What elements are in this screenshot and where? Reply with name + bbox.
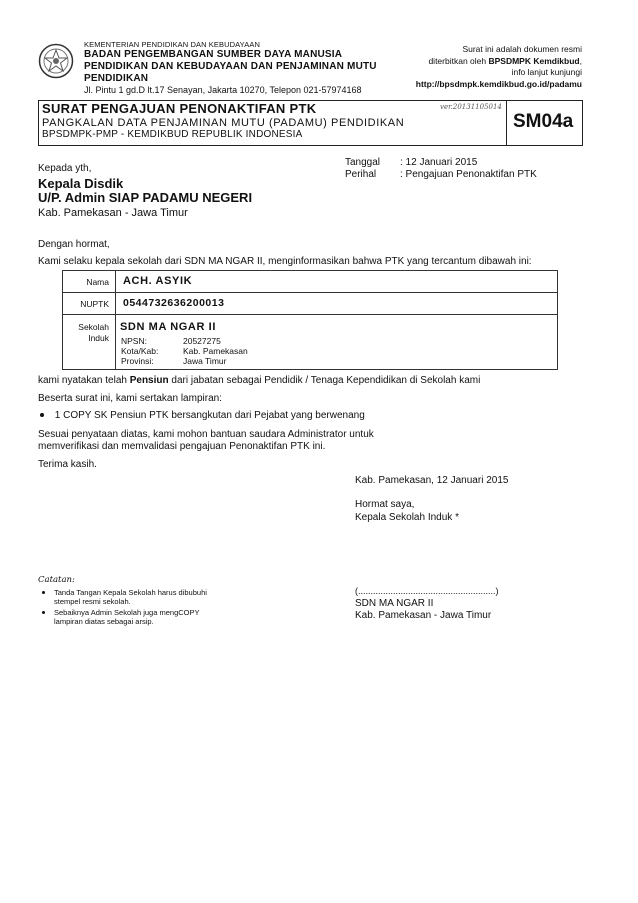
subject-value: : Pengajuan Penonaktifan PTK bbox=[400, 169, 537, 180]
form-organization: BPSDMPK-PMP - KEMDIKBUD REPUBLIK INDONESIA bbox=[42, 129, 303, 140]
ptk-name: ACH. ASYIK bbox=[123, 275, 193, 287]
bullet-icon bbox=[42, 611, 45, 614]
request-line: memverifikasi dan memvalidasi pengajuan Penonaktifan PTK ini. bbox=[38, 441, 326, 452]
signature-regards: Hormat saya, bbox=[355, 499, 415, 510]
website-link[interactable]: http://bpsdmpk.kemdikbud.go.id/padamu bbox=[415, 78, 582, 89]
attachment-intro: Beserta surat ini, kami sertakan lampiran: bbox=[38, 393, 222, 404]
school-label-line: Induk bbox=[88, 333, 109, 343]
request-line: Sesuai penyataan diatas, kami mohon bantuan saudara Administrator untuk bbox=[38, 429, 374, 440]
npsn-value: 20527275 bbox=[183, 336, 221, 346]
city-value: Kab. Pamekasan bbox=[183, 346, 248, 356]
agency-name bbox=[84, 49, 384, 85]
ministry-name: KEMENTERIAN PENDIDIKAN DAN KEBUDAYAAN bbox=[84, 40, 260, 49]
province-value: Jawa Timur bbox=[183, 356, 227, 366]
ptk-table bbox=[62, 270, 558, 370]
school-label bbox=[63, 322, 109, 344]
form-subtitle: PANGKALAN DATA PENJAMINAN MUTU (PADAMU) PENDIDIKAN bbox=[42, 117, 405, 129]
signature-role: Kepala Sekolah Induk * bbox=[355, 512, 459, 523]
note-line: diterbitkan oleh BPSDMPK Kemdikbud, bbox=[428, 55, 582, 66]
recipient-location: Kab. Pamekasan - Jawa Timur bbox=[38, 207, 188, 219]
school-label-line: Sekolah bbox=[78, 322, 109, 332]
name-label: Nama bbox=[86, 277, 109, 287]
school-name: SDN MA NGAR II bbox=[120, 321, 216, 333]
bullet-icon bbox=[40, 413, 44, 417]
bullet-icon bbox=[42, 591, 45, 594]
province-label: Provinsi: bbox=[121, 356, 154, 366]
note-item: Sebaiknya Admin Sekolah juga mengCOPY lampiran diatas sebagai arsip. bbox=[42, 608, 200, 626]
greeting: Dengan hormat, bbox=[38, 239, 110, 250]
city-label: Kota/Kab: bbox=[121, 346, 159, 356]
status-statement: kami nyatakan telah Pensiun dari jabatan sebagai Pendidik / Tenaga Kependidikan di Sekolah kami bbox=[38, 375, 481, 386]
intro-text: Kami selaku kepala sekolah dari SDN MA NGAR II, menginformasikan bahwa PTK yang tercantum dibawah ini: bbox=[38, 256, 532, 267]
signature-place-date: Kab. Pamekasan, 12 Januari 2015 bbox=[355, 475, 509, 486]
date-value: : 12 Januari 2015 bbox=[400, 157, 478, 168]
official-document-note bbox=[416, 44, 582, 90]
attachment-item: 1 COPY SK Pensiun PTK bersangkutan dari Pejabat yang berwenang bbox=[40, 410, 365, 421]
recipient-title: Kepala Disdik bbox=[38, 176, 124, 191]
note-item: Tanda Tangan Kepala Sekolah harus dibubuhi stempel resmi sekolah. bbox=[42, 588, 207, 606]
date-label: Tanggal bbox=[345, 157, 381, 168]
ministry-logo bbox=[38, 43, 74, 79]
table-divider bbox=[63, 292, 557, 293]
signature-location: Kab. Pamekasan - Jawa Timur bbox=[355, 610, 492, 621]
signature-blank: (.......................................................) bbox=[355, 586, 499, 596]
npsn-label: NPSN: bbox=[121, 336, 147, 346]
note-line: Surat ini adalah dokumen resmi bbox=[462, 44, 582, 54]
nuptk-label: NUPTK bbox=[80, 299, 109, 309]
agency-address: Jl. Pintu 1 gd.D lt.17 Senayan, Jakarta 10270, Telepon 021-57974168 bbox=[84, 85, 362, 95]
form-title: SURAT PENGAJUAN PENONAKTIFAN PTK bbox=[42, 101, 317, 116]
note-line: info lanjut kunjungi bbox=[511, 67, 582, 77]
agency-line: PENDIDIKAN bbox=[84, 73, 149, 84]
closing-thanks: Terima kasih. bbox=[38, 459, 97, 470]
form-code: SM04a bbox=[513, 111, 574, 132]
signature-school: SDN MA NGAR II bbox=[355, 598, 434, 609]
form-version: ver.20131105014 bbox=[440, 103, 502, 111]
agency-line: PENDIDIKAN DAN KEBUDAYAAN DAN PENJAMINAN MUTU bbox=[84, 61, 377, 72]
subject-label: Perihal bbox=[345, 169, 377, 180]
notes-title: Catatan: bbox=[38, 575, 75, 585]
to-prefix: Kepada yth, bbox=[38, 163, 92, 174]
ptk-nuptk: 0544732636200013 bbox=[123, 297, 225, 309]
recipient-name: U/P. Admin SIAP PADAMU NEGERI bbox=[38, 190, 253, 205]
agency-line: BADAN PENGEMBANGAN SUMBER DAYA MANUSIA bbox=[84, 49, 343, 60]
table-divider bbox=[63, 314, 557, 315]
table-divider bbox=[115, 271, 116, 369]
